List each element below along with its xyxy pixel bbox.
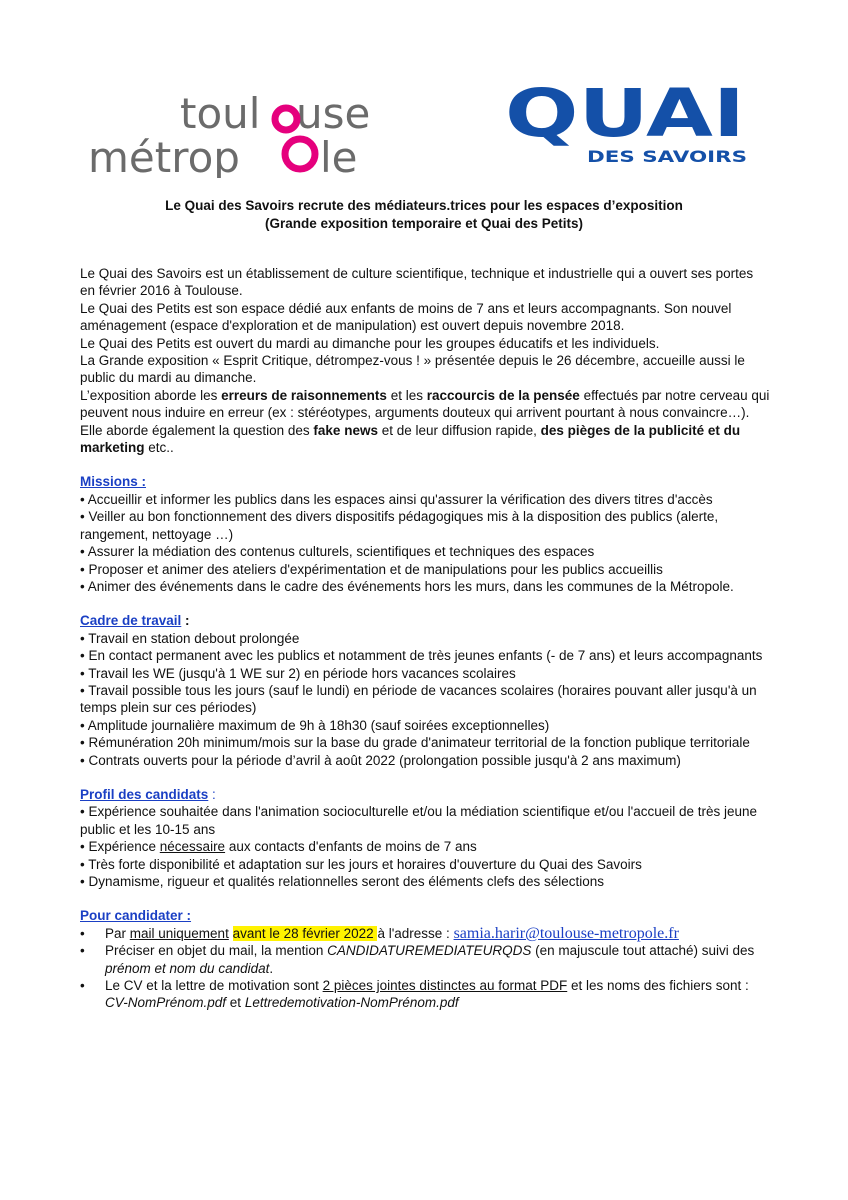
bold-run: erreurs de raisonnements: [221, 387, 387, 403]
title-line-2: (Grande exposition temporaire et Quai des Petits): [264, 215, 584, 231]
text-run: (en majuscule tout attaché) suivi des: [531, 943, 755, 959]
bold-run: fake news: [313, 422, 378, 438]
text-run: et de leur diffusion rapide,: [377, 422, 541, 438]
intro-paragraph-4: La Grande exposition « Esprit Critique, détrompez-vous ! » présentée depuis le 26 décembre, accueille aussi le public du mardi au dimanche.: [80, 353, 745, 386]
intro-paragraph-3: Le Quai des Petits est ouvert du mardi au dimanche pour les groupes éducatifs et les individuels.: [80, 335, 660, 351]
italic-run: CV-NomPrénom.pdf: [105, 995, 227, 1011]
intro-paragraph-6: [80, 422, 770, 457]
underlined-run: nécessaire: [159, 839, 226, 855]
text-run: Préciser en objet du mail, la mention: [105, 943, 328, 959]
missions-heading-text: Missions :: [80, 474, 147, 490]
missions-item: • Animer des événements dans le cadre des événements hors les murs, dans les communes de la Métropole.: [80, 578, 734, 594]
missions-item: • Proposer et animer des ateliers d'expérimentation et de manipulations pour les publics accueillis: [80, 561, 663, 577]
bullet-icon: •: [80, 978, 85, 994]
profil-heading: [80, 786, 770, 803]
candidater-list: [80, 925, 770, 1012]
cadre-item: • Amplitude journalière maximum de 9h à 18h30 (sauf soirées exceptionnelles): [80, 717, 550, 733]
missions-heading: [80, 473, 770, 490]
italic-run: CANDIDATUREMEDIATEURQDS: [327, 943, 532, 959]
text-run: Elle aborde également la question des: [80, 422, 314, 438]
underlined-run: mail uniquement: [129, 925, 229, 941]
cadre-item: • Travail en station debout prolongée: [80, 630, 300, 646]
intro-paragraph-2: Le Quai des Petits est son espace dédié aux enfants de moins de 7 ans et leurs accompagnants. Son nouvel aménagement (espace d'exploration et de manipulation) est ouvert depuis novembre 2018.: [80, 300, 732, 334]
quai-logo-graphic: [505, 78, 750, 166]
text-run: • Expérience: [80, 839, 160, 855]
intro-paragraph-1: Le Quai des Savoirs est un établissement de culture scientifique, technique et industrielle qui a ouvert ses portes en février 2016 à Toulouse.: [80, 266, 754, 299]
text-run: Le CV et la lettre de motivation sont: [105, 978, 323, 994]
candidater-item: [80, 942, 770, 977]
spacer: [80, 595, 770, 612]
logo-line2-b: le: [320, 133, 358, 178]
bold-run: des pièges de la publicité et du marketing: [80, 422, 741, 456]
spacer: [80, 769, 770, 786]
text-run: L’exposition aborde les: [80, 387, 222, 403]
text-run: et: [226, 995, 245, 1011]
cadre-item: • Travail possible tous les jours (sauf le lundi) en période de vacances scolaires (horaires pouvant aller jusqu'à un temps plein sur ces périodes): [80, 682, 757, 716]
candidater-item: [80, 925, 770, 942]
text-run: et les noms des fichiers sont :: [567, 978, 749, 994]
bold-run: raccourcis de la pensée: [426, 387, 580, 403]
italic-run: Lettredemotivation-NomPrénom.pdf: [244, 995, 459, 1011]
quai-subtitle: DES SAVOIRS: [587, 147, 747, 166]
text-run: effectués par notre cerveau qui peuvent nous induire en erreur (ex : stéréotypes, arguments douteux qui arrivent pourtant à nous convaincre…).: [80, 387, 770, 421]
profil-item: [80, 838, 770, 855]
document-body: [80, 265, 770, 1012]
text-run: à l'adresse :: [377, 925, 454, 941]
bullet-icon: •: [80, 943, 85, 959]
missions-item: • Veiller au bon fonctionnement des divers dispositifs pédagogiques mis à la disposition des publics (alerte, rangement, nettoyage …): [80, 509, 719, 542]
bullet-icon: •: [80, 925, 85, 941]
highlighted-deadline: avant le 28 février 2022: [232, 925, 378, 941]
italic-run: prénom et nom du candidat: [105, 960, 270, 976]
intro-paragraph-5: [80, 387, 770, 422]
profil-heading-colon: :: [208, 786, 216, 802]
candidater-heading-text: Pour candidater :: [80, 908, 192, 924]
candidater-heading: [80, 907, 770, 924]
cadre-item: • Rémunération 20h minimum/mois sur la base du grade d'animateur territorial de la fonction publique territoriale: [80, 735, 750, 751]
profil-item: • Dynamisme, rigueur et qualités relationnelles seront des éléments clefs des sélections: [80, 874, 604, 889]
cadre-heading-text: Cadre de travail: [80, 613, 182, 629]
email-link[interactable]: samia.harir@toulouse-metropole.fr: [453, 924, 679, 942]
text-run: etc..: [144, 440, 174, 456]
cadre-item: • Travail les WE (jusqu'à 1 WE sur 2) en période hors vacances scolaires: [80, 665, 516, 681]
text-run: aux contacts d'enfants de moins de 7 ans: [225, 839, 477, 855]
toulouse-metropole-logo-graphic: [88, 92, 408, 178]
profil-heading-text: Profil des candidats: [80, 786, 209, 802]
missions-item: • Assurer la médiation des contenus culturels, scientifiques et techniques des espaces: [80, 544, 595, 560]
document-title: [60, 197, 788, 232]
quai-des-savoirs-logo: [505, 78, 750, 166]
cadre-heading: [80, 612, 770, 629]
candidater-item: [80, 977, 770, 1012]
text-run: et les: [386, 387, 427, 403]
profil-item: • Très forte disponibilité et adaptation sur les jours et horaires d'ouverture du Quai des Savoirs: [80, 856, 642, 872]
title-line-1: Le Quai des Savoirs recrute des médiateurs.trices pour les espaces d’exposition: [165, 198, 683, 213]
quai-word: QUAI: [505, 78, 745, 152]
profil-item: • Expérience souhaitée dans l'animation socioculturelle et/ou la médiation scientifique et/ou l'accueil de très jeune public et les 10-15 ans: [80, 804, 758, 837]
spacer: [80, 890, 770, 907]
toulouse-metropole-logo: [88, 92, 408, 178]
spacer: [80, 456, 770, 473]
text-run: Par: [105, 925, 130, 941]
cadre-item: • Contrats ouverts pour la période d’avril à août 2022 (prolongation possible jusqu'à 2 ans maximum): [80, 752, 681, 768]
logo-line1-a: toul: [180, 92, 261, 138]
underlined-run: 2 pièces jointes distinctes au format PDF: [322, 978, 568, 994]
cadre-heading-colon: :: [181, 613, 190, 629]
logo-line2-a: métrop: [88, 133, 240, 178]
logo-line1-b: use: [296, 92, 371, 138]
cadre-item: • En contact permanent avec les publics et notamment de très jeunes enfants (- de 7 ans) et leurs accompagnants: [80, 648, 763, 664]
text-run: .: [269, 960, 274, 976]
missions-item: • Accueillir et informer les publics dans les espaces ainsi qu'assurer la vérification des divers titres d'accès: [80, 491, 713, 507]
